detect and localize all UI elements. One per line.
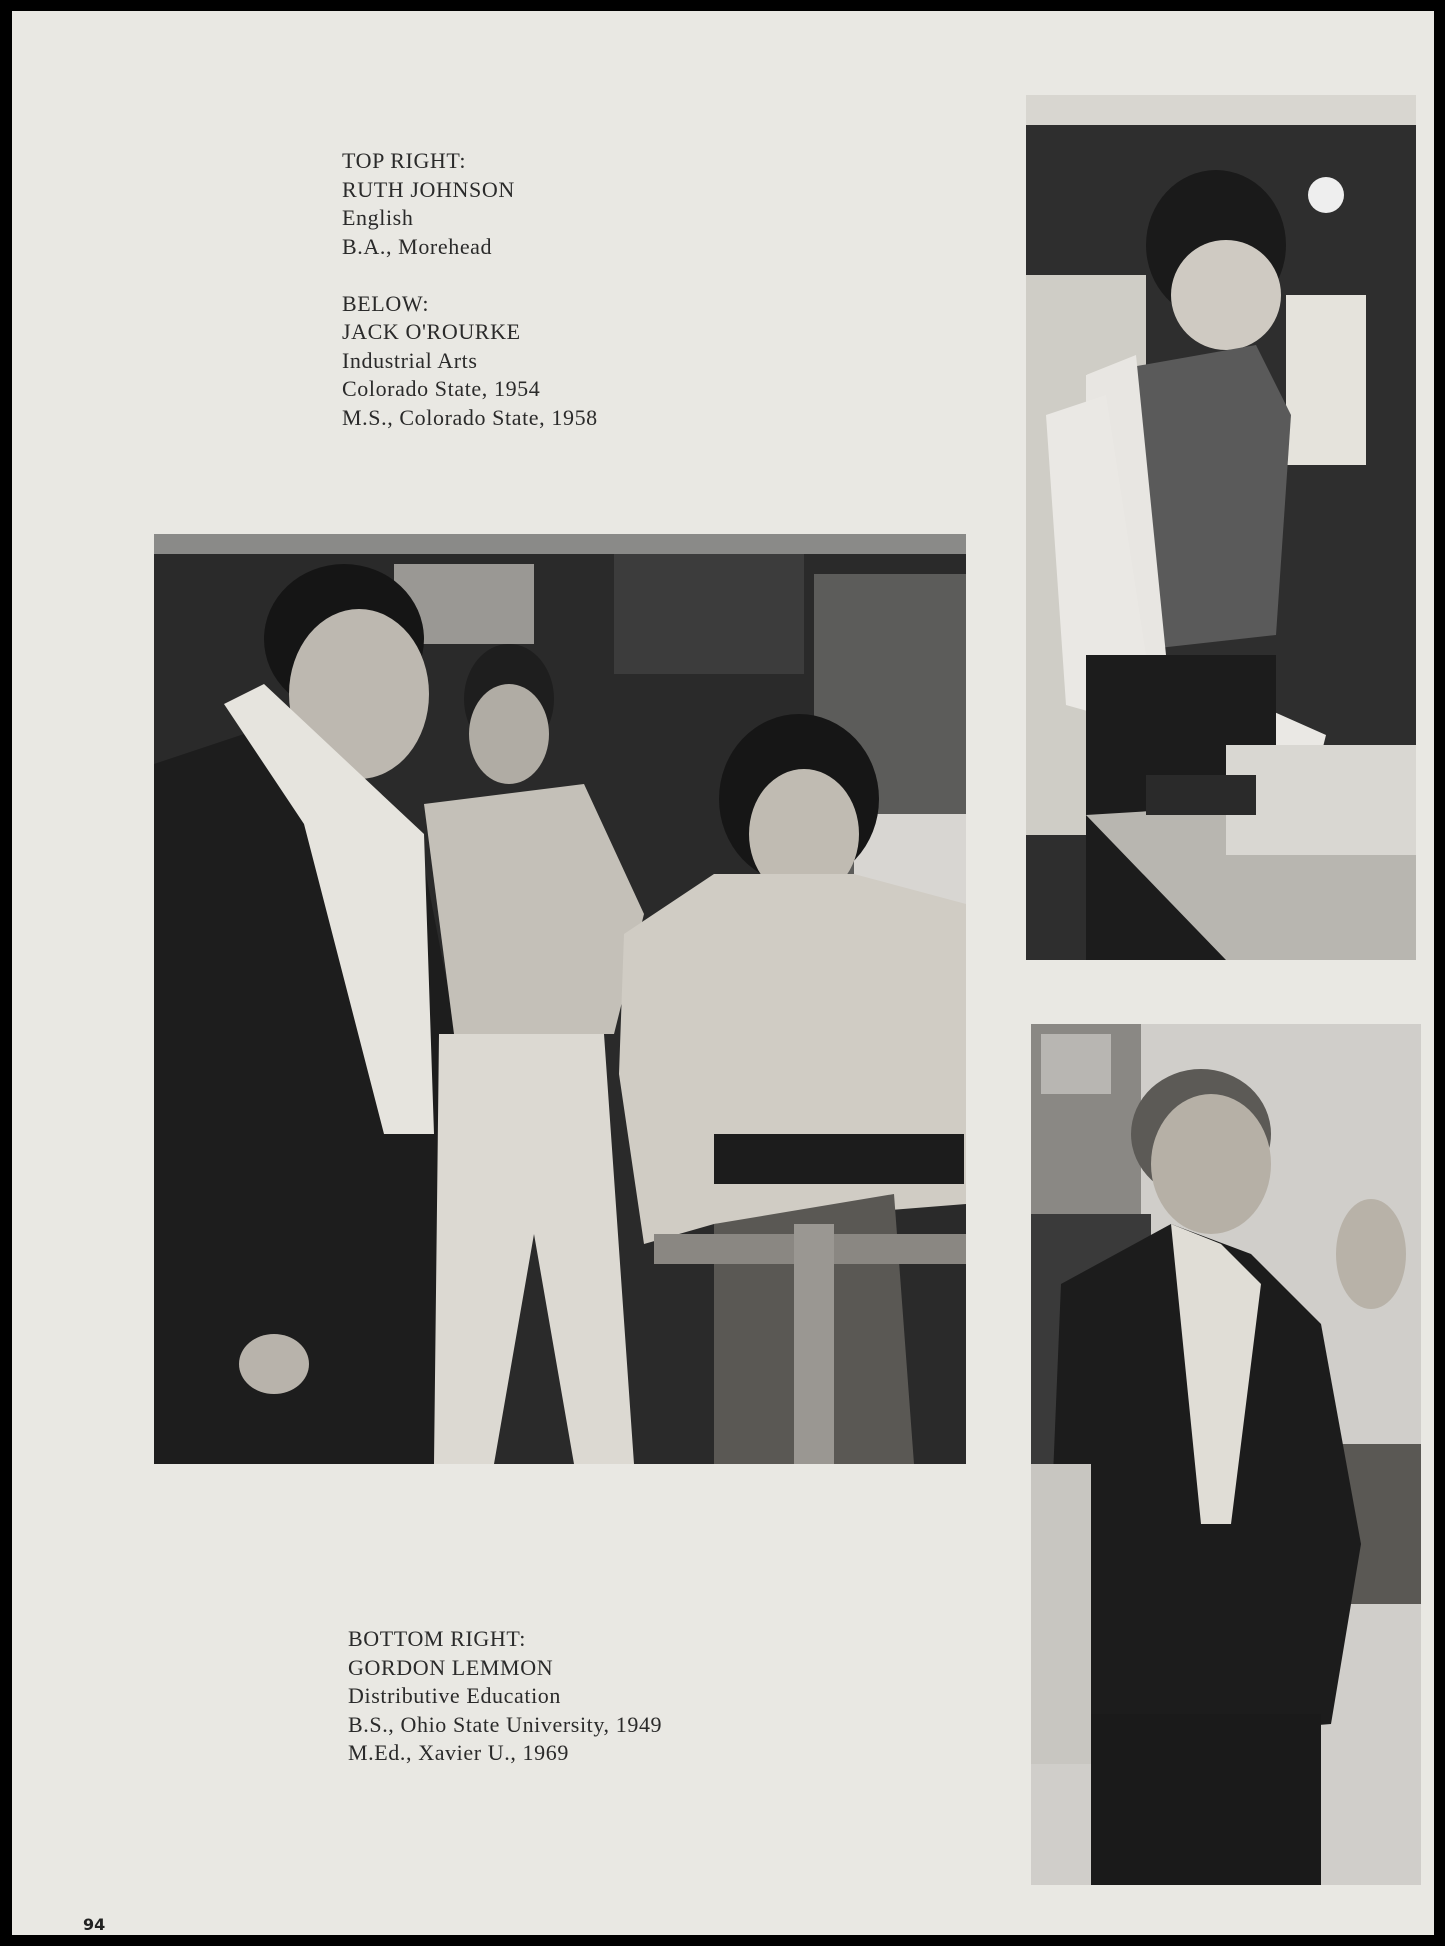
caption-top-right-degree: B.A., Morehead (342, 233, 493, 259)
caption-below-name: JACK O'ROURKE (342, 319, 521, 344)
caption-bottom-right-degree-2: M.Ed., Xavier U., 1969 (348, 1740, 569, 1765)
photo-top-right-teacher (1026, 95, 1416, 960)
caption-below-heading: BELOW: (342, 290, 430, 316)
caption-below-degree-2: M.S., Colorado State, 1958 (342, 404, 598, 430)
caption-bottom-right-heading: BOTTOM RIGHT: (348, 1626, 527, 1651)
caption-below-subject: Industrial Arts (342, 347, 478, 373)
caption-block-bottom (348, 1625, 662, 1768)
caption-bottom-right-name: GORDON LEMMON (348, 1654, 554, 1680)
photo-bottom-right-image (1031, 1024, 1421, 1885)
caption-block-top (342, 147, 598, 432)
photo-shop-class (154, 534, 966, 1464)
photo-bottom-right-teacher (1031, 1024, 1421, 1885)
caption-top-right-name: RUTH JOHNSON (342, 176, 515, 202)
caption-spacer (342, 261, 598, 290)
caption-bottom-right-subject: Distributive Education (348, 1683, 561, 1708)
caption-bottom-right-degree-1: B.S., Ohio State University, 1949 (348, 1711, 663, 1737)
page-number: 94 (83, 1915, 106, 1934)
caption-top-right-subject: English (342, 205, 414, 230)
photo-top-right-image (1026, 95, 1416, 960)
caption-top-right-heading: TOP RIGHT: (342, 148, 467, 173)
photo-shop-class-image (154, 534, 966, 1464)
yearbook-page (12, 11, 1434, 1935)
caption-below-degree-1: Colorado State, 1954 (342, 376, 541, 401)
